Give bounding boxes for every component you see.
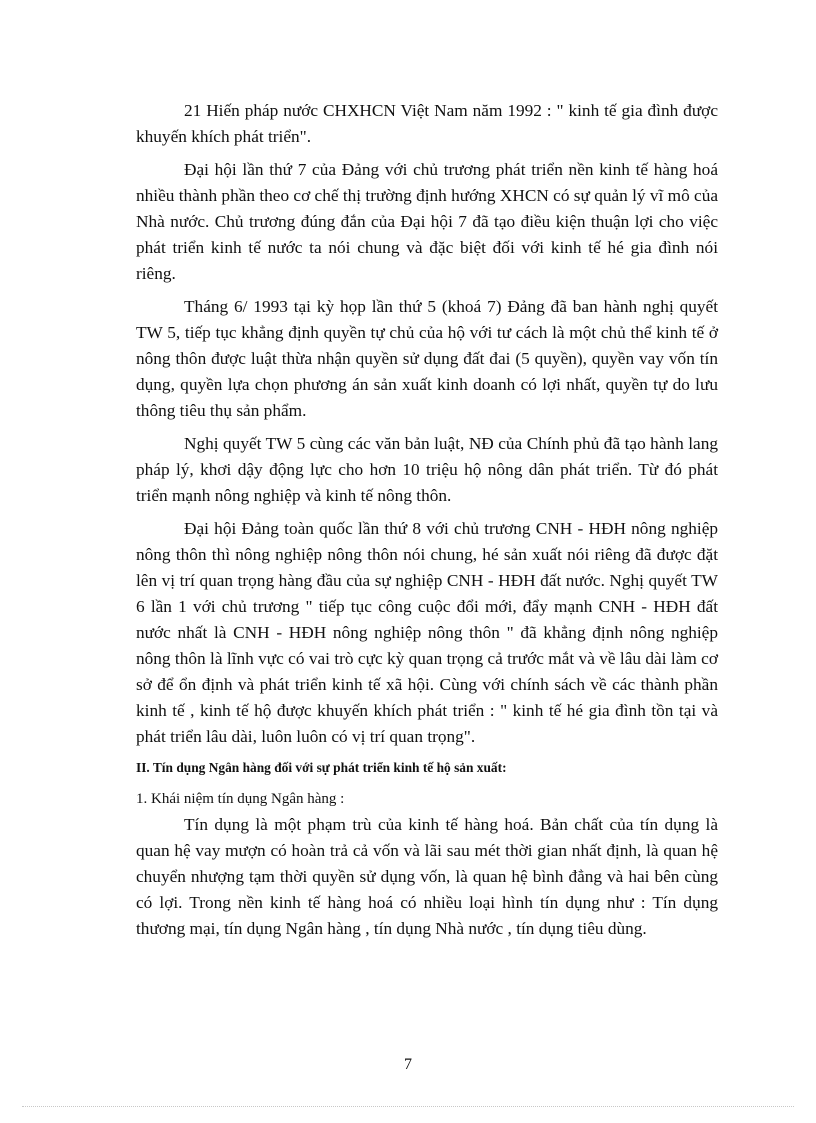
- paragraph-resolution-tw5: Tháng 6/ 1993 tại kỳ họp lần thứ 5 (khoá 7) Đảng đã ban hành nghị quyết TW 5, tiếp tục khẳng định quyền tự chủ của hộ với tư cách là một chủ thể kinh tế ở nông thôn được luật thừa nhận quyền sử dụng đất đai (5 quyền), quyền vay vốn tín dụng, quyền lựa chọn phương án sản xuất kinh doanh có lợi nhất, quyền tự do lưu thông tiêu thụ sản phẩm.: [136, 297, 718, 420]
- section-heading: II. Tín dụng Ngân hàng đối với sự phát triển kinh tế hộ sản xuất:: [136, 760, 507, 775]
- paragraph-party-congress-7: Đại hội lần thứ 7 của Đảng với chủ trương phát triển nền kinh tế hàng hoá nhiều thành phần theo cơ chế thị trường định hướng XHCN có sự quản lý vĩ mô của Nhà nước. Chủ trương đúng đắn của Đại hội 7 đã tạo điều kiện thuận lợi cho việc phát triển kinh tế nước ta nói chung và đặc biệt đối với kinh tế hé gia đình nói riêng.: [136, 160, 719, 283]
- paragraph-legal-framework: Nghị quyết TW 5 cùng các văn bản luật, NĐ của Chính phủ đã tạo hành lang pháp lý, khơi dậy động lực cho hơn 10 triệu hộ nông dân phát triển. Từ đó phát triển mạnh nông nghiệp và kinh tế nông thôn.: [136, 434, 718, 505]
- subsection-heading: 1. Khái niệm tín dụng Ngân hàng :: [136, 791, 345, 807]
- page-number: 7: [404, 1056, 412, 1073]
- footer-divider: [22, 1106, 794, 1107]
- page-body: [136, 98, 718, 949]
- paragraph-credit-definition: Tín dụng là một phạm trù của kinh tế hàng hoá. Bản chất của tín dụng là quan hệ vay mượn có hoàn trả cả vốn và lãi sau mét thời gian nhất định, là quan hệ chuyển nhượng tạm thời quyền sử dụng vốn, là quan hệ bình đẳng và hai bên cùng có lợi. Trong nền kinh tế hàng hoá có nhiều loại hình tín dụng như : Tín dụng thương mại, tín dụng Ngân hàng , tín dụng Nhà nước , tín dụng tiêu dùng.: [136, 815, 718, 938]
- paragraph-party-congress-8: Đại hội Đảng toàn quốc lần thứ 8 với chủ trương CNH - HĐH nông nghiệp nông thôn thì nông nghiệp nông thôn nói chung, hé sản xuất nói riêng đã được đặt lên vị trí quan trọng hàng đầu của sự nghiệp CNH - HĐH đất nước. Nghị quyết TW 6 lần 1 với chủ trương " tiếp tục công cuộc đổi mới, đẩy mạnh CNH - HĐH đất nước nhất là CNH - HĐH nông nghiệp nông thôn " đã khẳng định nông nghiệp nông thôn là lĩnh vực có vai trò cực kỳ quan trọng cả trước mắt và về lâu dài làm cơ sở để ổn định và phát triển kinh tế xã hội. Cùng với chính sách về các thành phần kinh tế , kinh tế hộ được khuyến khích phát triển : " kinh tế hé gia đình tồn tại và phát triển lâu dài, luôn luôn có vị trí quan trọng".: [136, 519, 718, 746]
- paragraph-constitution-1992: 21 Hiến pháp nước CHXHCN Việt Nam năm 1992 : " kinh tế gia đình được khuyến khích phát triển".: [136, 101, 718, 146]
